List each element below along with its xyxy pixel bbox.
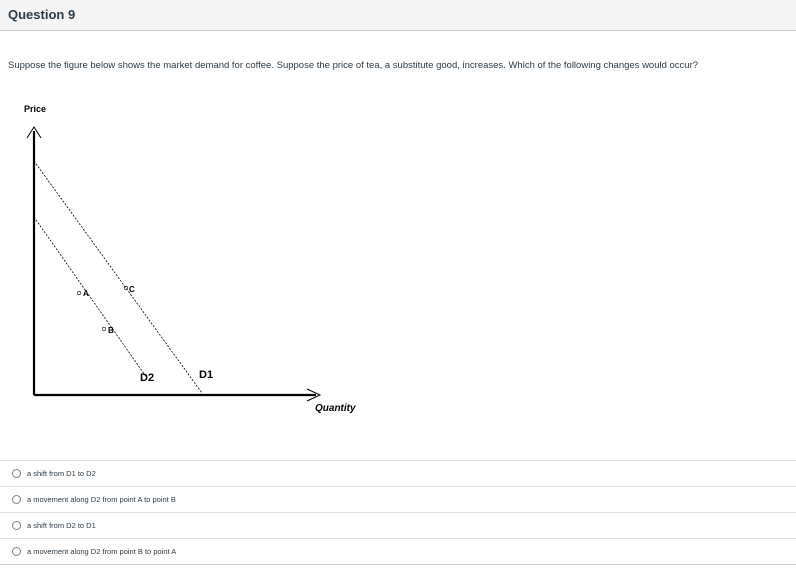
radio-button[interactable] [12,495,21,504]
point-b-marker [102,327,106,331]
quantity-axis-label: Quantity [315,403,356,414]
curve-label-d2: D2 [140,372,155,384]
point-a-label: A [83,289,89,298]
radio-button[interactable] [12,469,21,478]
answer-label: a movement along D2 from point A to point B [27,495,176,504]
question-header [0,0,796,31]
demand-curve-d2 [34,217,147,378]
demand-curve-d1 [34,161,202,393]
radio-button[interactable] [12,521,21,530]
answer-option[interactable] [0,486,796,512]
answer-option[interactable] [0,460,796,486]
answer-label: a movement along D2 from point B to point A [27,547,177,556]
answer-option[interactable] [0,512,796,538]
price-axis-label: Price [24,104,47,114]
question-title: Question 9 [8,7,76,22]
demand-figure [0,95,400,425]
answer-option[interactable] [0,538,796,565]
answer-label: a shift from D2 to D1 [27,521,96,530]
point-c-label: C [129,285,135,294]
curve-label-d1: D1 [199,369,214,381]
answer-list [0,460,796,565]
radio-button[interactable] [12,547,21,556]
question-text: Suppose the figure below shows the market demand for coffee. Suppose the price of tea, a substitute good, increases. Which of the following changes would occur? [8,60,699,71]
point-c-marker [124,286,128,290]
point-b-label: B [108,326,114,335]
demand-graph [0,95,400,425]
answer-label: a shift from D1 to D2 [27,469,96,478]
point-a-marker [77,291,81,295]
